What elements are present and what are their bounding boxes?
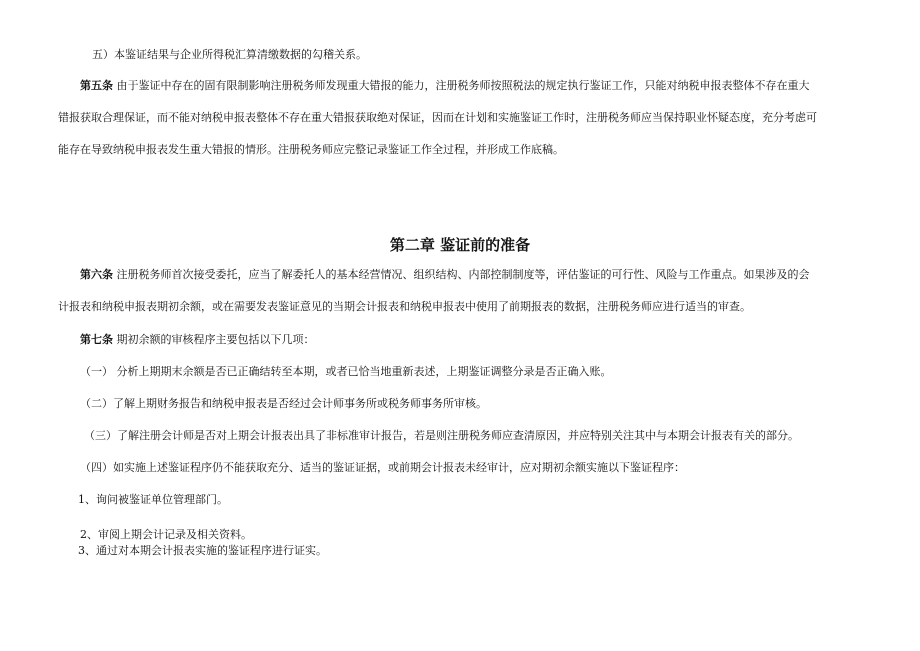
procedure-3: （三）了解注册会计师是否对上期会计报表出具了非标准审计报告，若是则注册税务师应查清原因，并应特别关注其中与本期会计报表有关的部分。 [84, 429, 799, 442]
procedure-2: （二）了解上期财务报告和纳税申报表是否经过会计师事务所或税务师事务所审核。 [80, 397, 487, 410]
article-5-text-1: 由于鉴证中存在的固有限制影响注册税务师发现重大错报的能力，注册税务师按照税法的规定执行鉴证工作，只能对纳税申报表整体不存在重大 [113, 79, 810, 92]
article-5-line-2: 错报获取合理保证，而不能对纳税申报表整体不存在重大错报获取绝对保证，因而在计划和实施鉴证工作时，注册税务师应当保持职业怀疑态度，充分考虑可 [58, 111, 817, 124]
article-6-label: 第六条 [80, 268, 113, 281]
procedure-4: （四）如实施上述鉴证程序仍不能获取充分、适当的鉴证证据，或前期会计报表未经审计，应对期初余额实施以下鉴证程序： [80, 461, 685, 474]
article-6-line-2: 计报表和纳税申报表期初余额，或在需要发表鉴证意见的当期会计报表和纳税申报表中使用了前期报表的数据，注册税务师应进行适当的审查。 [58, 300, 751, 313]
article-7-text: 期初余额的审核程序主要包括以下几项： [113, 333, 315, 346]
article-5-line-3: 能存在导致纳税申报表发生重大错报的情形。注册税务师应完整记录鉴证工作全过程，并形成工作底稿。 [58, 143, 564, 156]
chapter-2-title: 第二章 鉴证前的准备 [389, 236, 531, 254]
article-7-label: 第七条 [80, 333, 113, 346]
item-5-text: 五）本鉴证结果与企业所得税汇算清缴数据的勾稽关系。 [92, 48, 367, 61]
step-1: 1、询问被鉴证单位管理部门。 [78, 493, 228, 506]
article-5-label: 第五条 [80, 79, 113, 92]
article-6-text-1: 注册税务师首次接受委托，应当了解委托人的基本经营情况、组织结构、内部控制制度等，评估鉴证的可行性、风险与工作重点。如果涉及的会 [113, 268, 810, 281]
procedure-1: （一） 分析上期期末余额是否已正确结转至本期，或者已恰当地重新表述，上期鉴证调整分录是否正确入账。 [80, 365, 612, 378]
article-6-line-1 [80, 268, 880, 282]
step-2: 2、审阅上期会计记录及相关资料。 [80, 528, 252, 541]
step-3: 3、通过对本期会计报表实施的鉴证程序进行证实。 [78, 544, 327, 557]
article-5-line-1 [80, 79, 880, 93]
article-7-line [80, 333, 880, 347]
